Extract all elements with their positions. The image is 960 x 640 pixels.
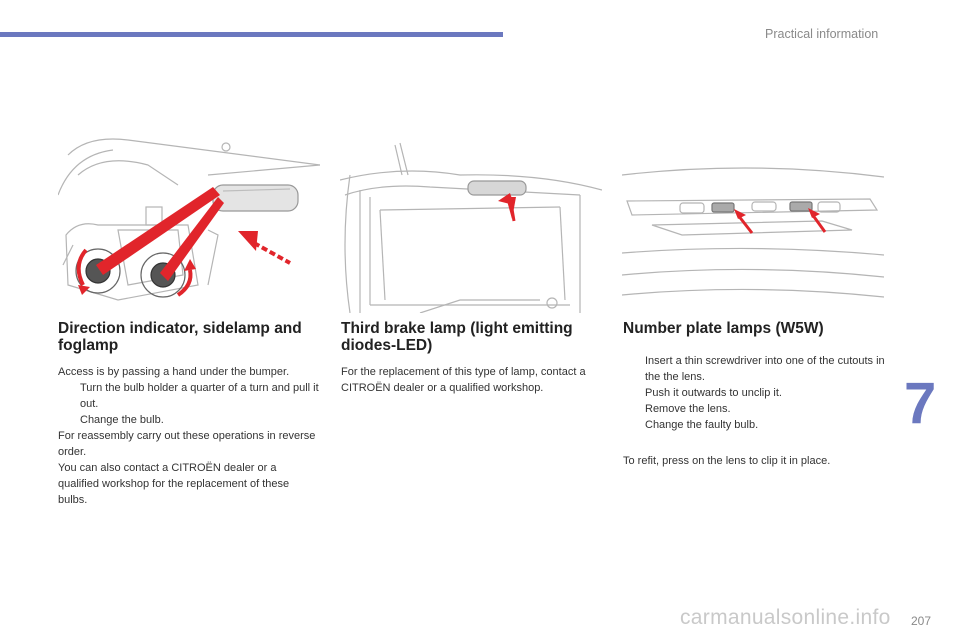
section-note: You can also contact a CITROËN dealer or a qualified workshop for the replacement of these bulbs. bbox=[58, 462, 290, 506]
section-direction-indicator bbox=[58, 320, 320, 508]
section-heading: Number plate lamps (W5W) bbox=[623, 320, 824, 337]
section-number-plate-lamps bbox=[623, 320, 885, 469]
direction-indicator-bulb-diagram-icon bbox=[58, 135, 320, 313]
list-item: Remove the lens. bbox=[645, 403, 731, 415]
chapter-number: 7 bbox=[904, 371, 937, 436]
section-intro: Access is by passing a hand under the bumper. bbox=[58, 366, 290, 378]
list-item: Insert a thin screwdriver into one of the cutouts in the the lens. bbox=[645, 355, 885, 383]
section-heading: Direction indicator, sidelamp and foglamp bbox=[58, 320, 302, 354]
page-number: 207 bbox=[911, 614, 932, 628]
list-item: Change the faulty bulb. bbox=[645, 419, 759, 431]
list-item: Push it outwards to unclip it. bbox=[645, 387, 782, 399]
section-title: Practical information bbox=[765, 27, 879, 41]
number-plate-lamps-diagram-icon bbox=[622, 135, 884, 313]
section-third-brake-lamp bbox=[341, 320, 603, 396]
third-brake-lamp-diagram-icon bbox=[340, 135, 602, 313]
section-note: To refit, press on the lens to clip it in place. bbox=[623, 455, 831, 467]
header-accent-bar bbox=[0, 32, 503, 37]
list-item: Change the bulb. bbox=[80, 414, 164, 426]
watermark: carmanualsonline.info bbox=[680, 606, 891, 629]
section-note: For reassembly carry out these operations in reverse order. bbox=[58, 430, 316, 458]
list-item: Turn the bulb holder a quarter of a turn and pull it out. bbox=[80, 382, 319, 410]
section-body: For the replacement of this type of lamp, contact a CITROËN dealer or a qualified workshop. bbox=[341, 366, 586, 394]
section-heading: Third brake lamp (light emitting diodes-LED) bbox=[341, 320, 573, 354]
step-list bbox=[623, 353, 885, 433]
step-list bbox=[58, 380, 320, 428]
